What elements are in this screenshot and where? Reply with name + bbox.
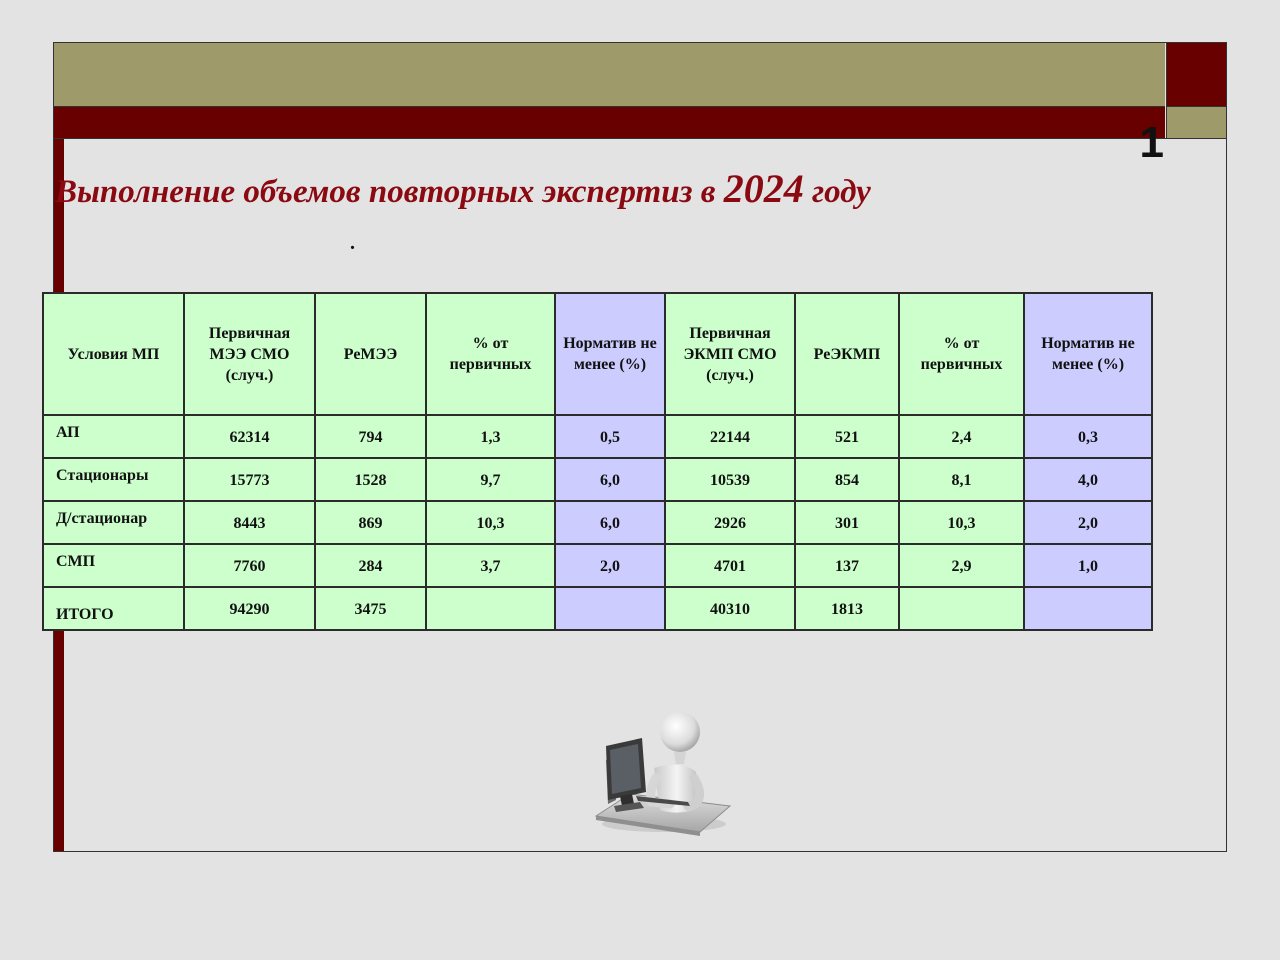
table-cell: 40310 [665,587,795,630]
table-cell: 0,3 [1024,415,1152,458]
slide-number: 1 [1139,118,1164,167]
table-cell [426,587,555,630]
title-text: Выполнение объемов повторных экспертиз в [55,174,724,210]
table-cell: 2,9 [899,544,1024,587]
table-cell: 1,0 [1024,544,1152,587]
table-cell: 4,0 [1024,458,1152,501]
table-row [43,501,1152,544]
table-cell: 854 [795,458,899,501]
dot-mark: . [350,232,355,254]
slide-title [55,165,871,212]
table-cell: 9,7 [426,458,555,501]
table-cell: 2926 [665,501,795,544]
header-cell: РеЭКМП [795,293,899,415]
table-cell: 10539 [665,458,795,501]
table-cell: 1813 [795,587,899,630]
table-cell: 62314 [184,415,315,458]
table-cell: 6,0 [555,501,665,544]
header-cell: Норматив не менее (%) [1024,293,1152,415]
corner-block-olive [1166,107,1227,139]
row-label: СМП [43,544,184,587]
table-cell: 284 [315,544,426,587]
header-band-olive [54,43,1165,107]
table-cell: 8443 [184,501,315,544]
header-cell: % от первичных [899,293,1024,415]
row-label: Д/стационар [43,501,184,544]
row-label: Стационары [43,458,184,501]
table-header-row [43,293,1152,415]
table-cell: 22144 [665,415,795,458]
row-label: ИТОГО [43,587,184,630]
table-cell: 8,1 [899,458,1024,501]
table-cell: 2,0 [1024,501,1152,544]
corner-block-red [1166,43,1227,107]
table-cell: 137 [795,544,899,587]
table-cell: 3475 [315,587,426,630]
table-cell: 10,3 [899,501,1024,544]
title-suffix: году [803,174,871,210]
table-cell: 3,7 [426,544,555,587]
person-at-computer-icon [592,708,734,836]
table-total-row [43,587,1152,630]
table-cell: 15773 [184,458,315,501]
table-cell: 6,0 [555,458,665,501]
table-cell: 7760 [184,544,315,587]
table-row [43,415,1152,458]
table-cell: 1,3 [426,415,555,458]
table-cell: 794 [315,415,426,458]
table-cell [1024,587,1152,630]
table-cell: 301 [795,501,899,544]
table-cell: 4701 [665,544,795,587]
header-cell: РеМЭЭ [315,293,426,415]
table-row [43,544,1152,587]
table-cell [555,587,665,630]
table-cell: 10,3 [426,501,555,544]
header-cell: Первичная МЭЭ СМО (случ.) [184,293,315,415]
title-year: 2024 [723,166,804,211]
table-cell: 94290 [184,587,315,630]
header-cell: Условия МП [43,293,184,415]
table-row [43,458,1152,501]
table-cell: 0,5 [555,415,665,458]
header-cell: Норматив не менее (%) [555,293,665,415]
row-label: АП [43,415,184,458]
table-cell: 521 [795,415,899,458]
table-cell: 869 [315,501,426,544]
header-divider [54,138,1227,139]
header-band-red [54,107,1165,139]
table-cell: 2,4 [899,415,1024,458]
expertise-table [42,292,1153,631]
table-cell: 1528 [315,458,426,501]
table-cell: 2,0 [555,544,665,587]
header-cell: Первичная ЭКМП СМО (случ.) [665,293,795,415]
table-cell [899,587,1024,630]
header-cell: % от первичных [426,293,555,415]
